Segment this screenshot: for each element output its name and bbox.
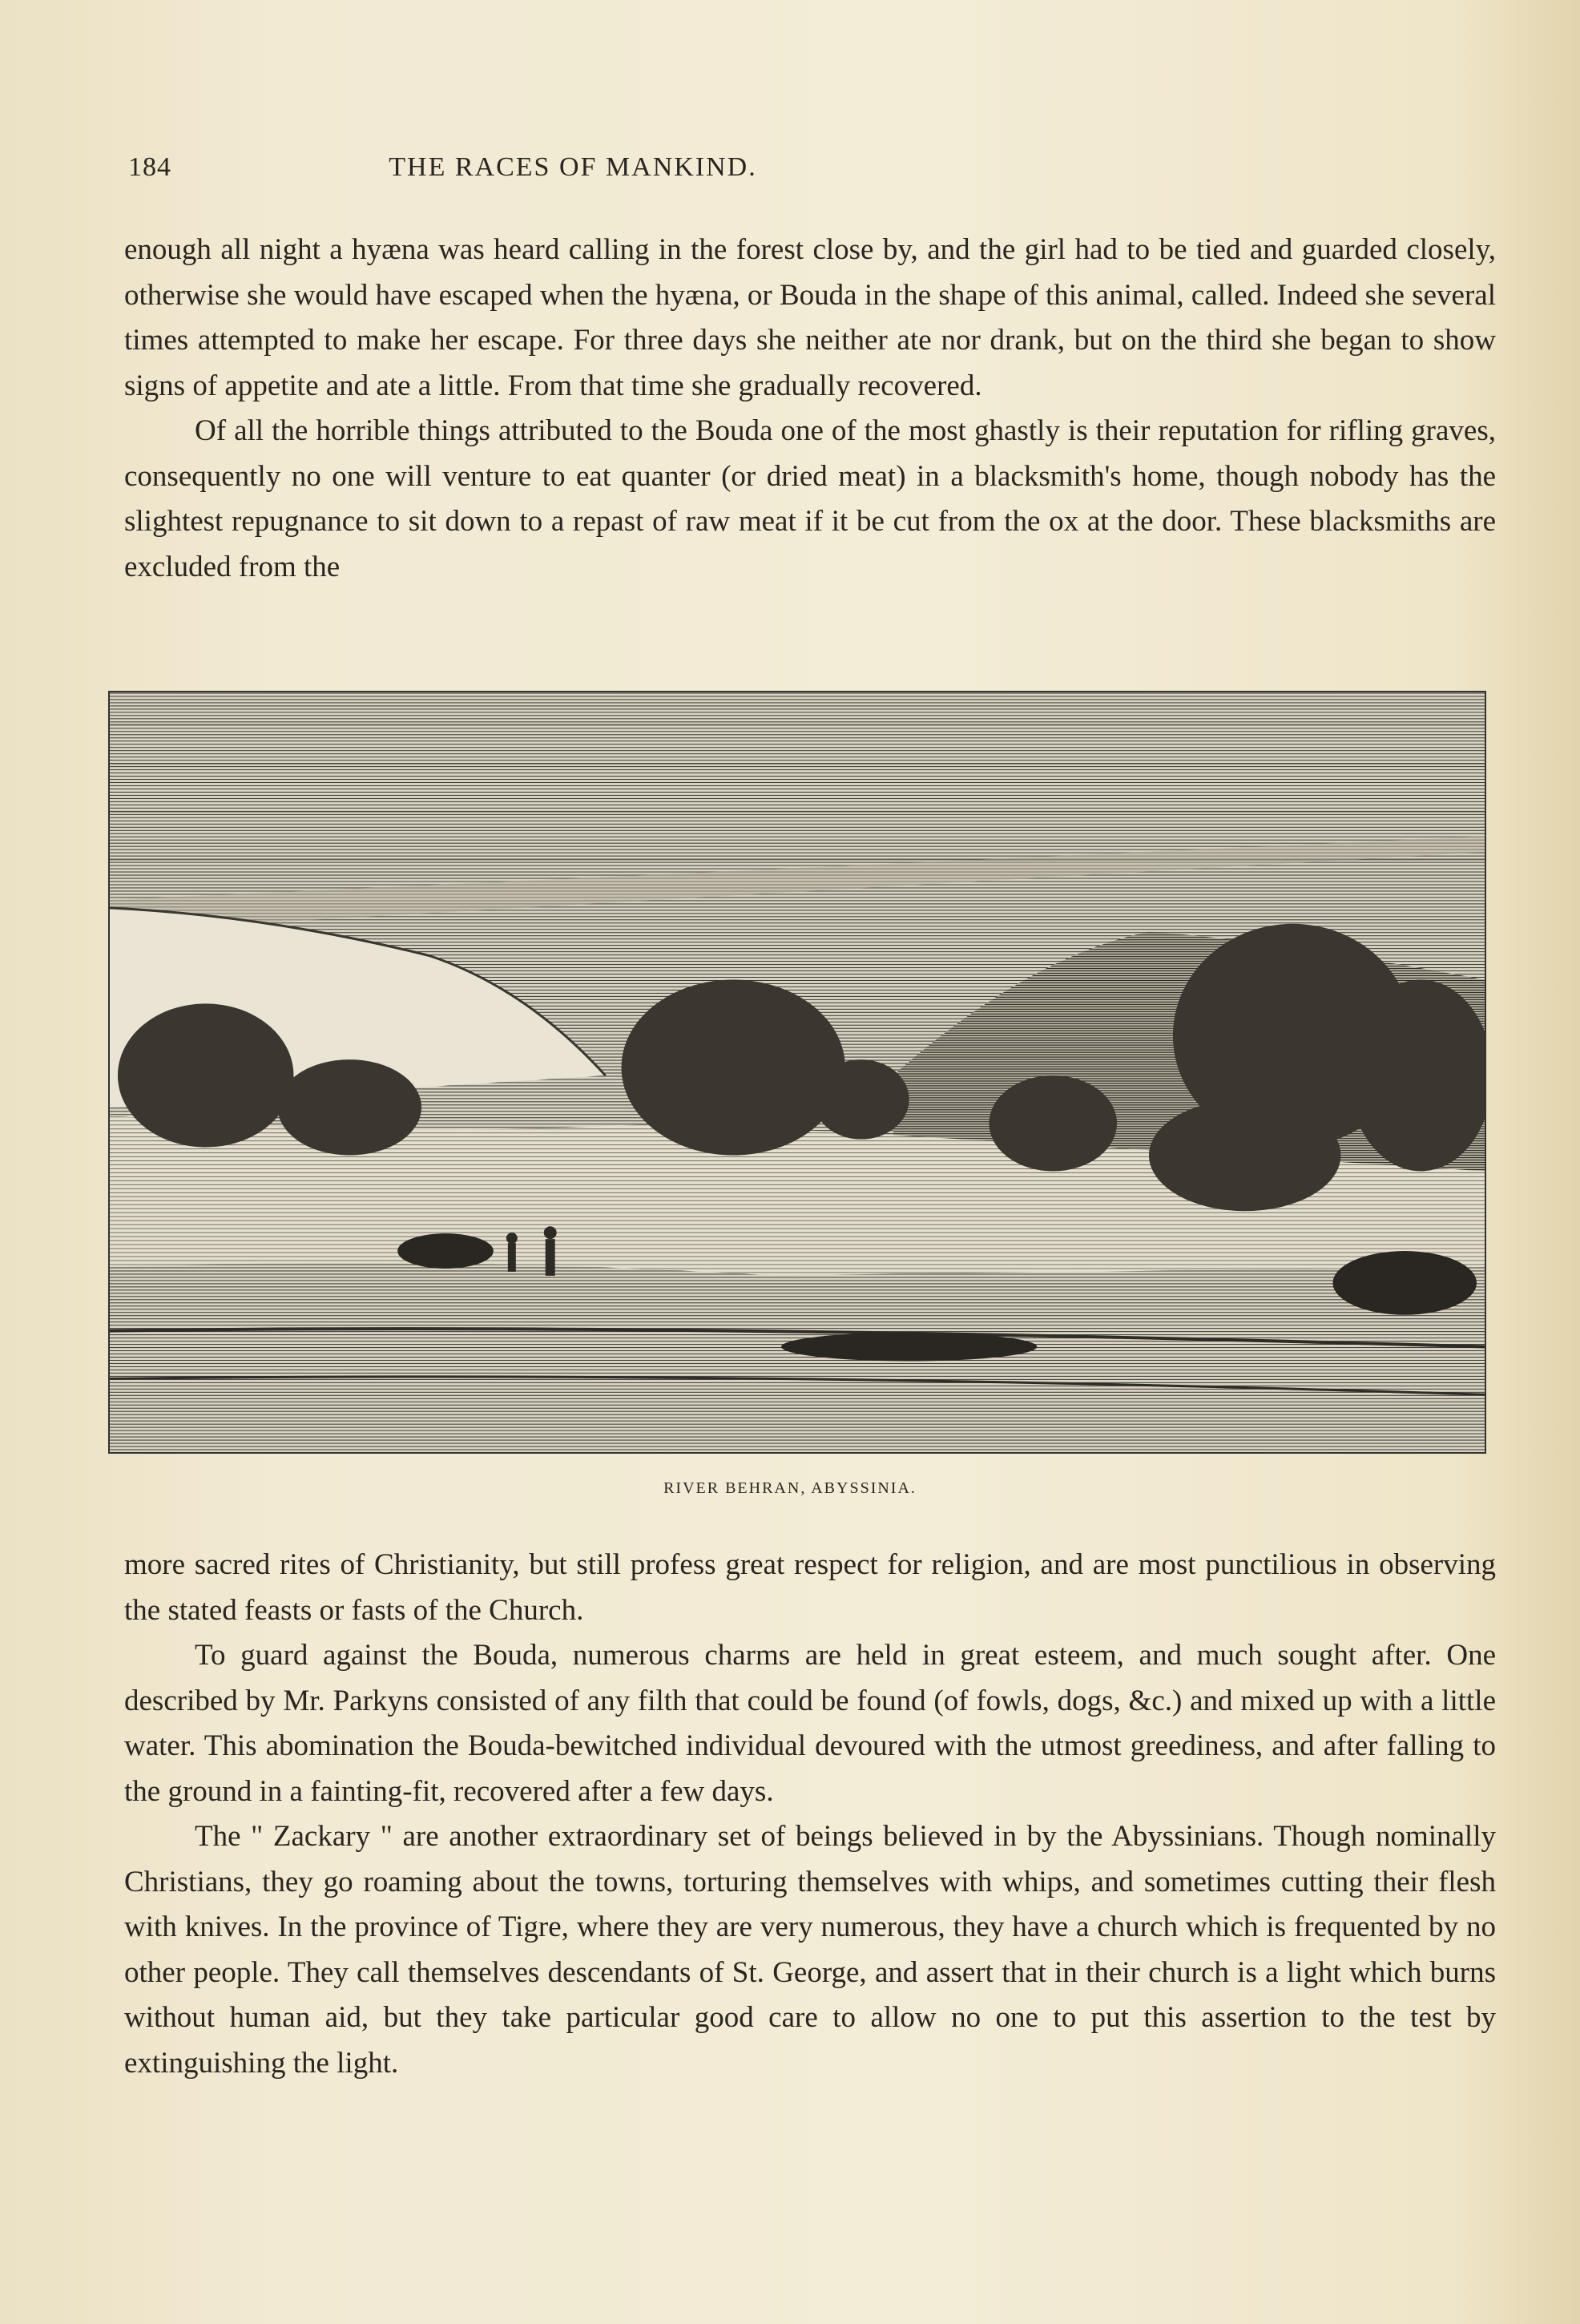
paragraph: Of all the horrible things attributed to the Bouda one of the most ghastly is their reputation for rifling graves, consequently no one will venture to eat quanter (or dried meat) in a blacksmith's home, though nobody has the slightest repugnance to sit down to a repast of raw meat if it be cut from the ox at the door. These blacksmiths are excluded from the	[124, 414, 1496, 583]
text-block-bottom	[124, 1543, 1496, 2086]
page-number: 184	[128, 152, 171, 182]
page-header	[128, 152, 1018, 192]
paragraph: To guard against the Bouda, numerous charms are held in great esteem, and much sought after. One described by Mr. Parkyns consisted of any filth that could be found (of fowls, dogs, &c.) and mixed up with a little water. This abomination the Bouda-bewitched individual devoured with the utmost greediness, and after falling to the ground in a fainting-fit, recovered after a few days.	[124, 1639, 1496, 1808]
engraving-river-behran	[108, 691, 1486, 1454]
paragraph: more sacred rites of Christianity, but still profess great respect for religion, and are most punctilious in observing the stated feasts or fasts of the Church.	[124, 1548, 1496, 1627]
text-block-top	[124, 228, 1496, 590]
figure-caption: RIVER BEHRAN, ABYSSINIA.	[663, 1479, 917, 1497]
engraving-illustration	[110, 692, 1485, 1452]
paragraph: enough all night a hyæna was heard calling in the forest close by, and the girl had to be tied and guarded closely, otherwise she would have escaped when the hyæna, or Bouda in the shape of this animal, called. Indeed she several times attempted to make her escape. For three days she neither ate nor drank, but on the third she began to show signs of appetite and ate a little. From that time she gradually recovered.	[124, 233, 1496, 402]
running-head: THE RACES OF MANKIND.	[389, 152, 757, 182]
paragraph: The " Zackary " are another extraordinary set of beings believed in by the Abyssinians. Though nominally Christians, they go roaming about the towns, torturing themselves with whips, and sometimes cutting their flesh with knives. In the province of Tigre, where they are very numerous, they have a church which is frequented by no other people. They call themselves descendants of St. George, and assert that in their church is a light which burns without human aid, but they take particular good care to allow no one to put this assertion to the test by extinguishing the light.	[124, 1820, 1496, 2080]
